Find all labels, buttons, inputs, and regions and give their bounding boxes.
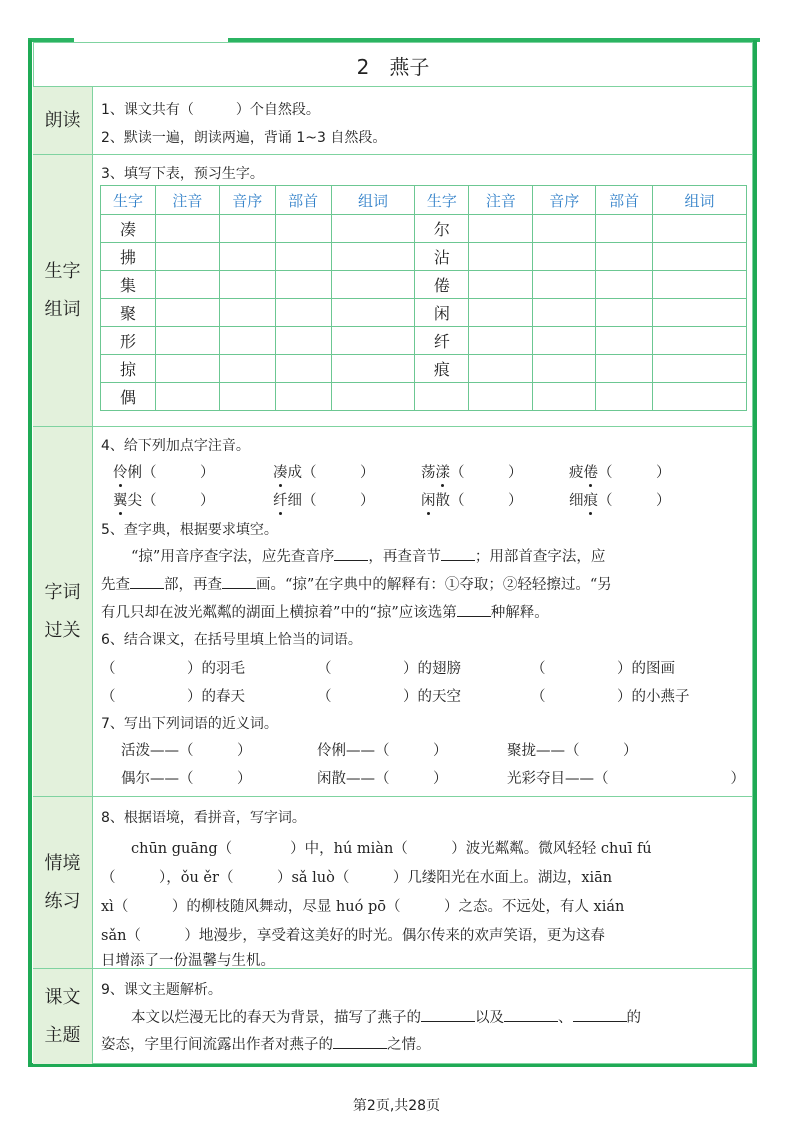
q5-text: 种解释。 [490, 605, 549, 621]
answer-cell[interactable] [469, 299, 533, 327]
dotted-character: 凑 [273, 461, 288, 482]
dotted-character: 闲 [421, 489, 436, 510]
open-paren[interactable]: （ [531, 689, 546, 705]
answer-cell[interactable] [469, 215, 533, 243]
q6-item [531, 685, 690, 706]
dotted-character: 倦 [584, 461, 599, 482]
q5-text: 画。“掠”在字典中的解释有：①夺取；②轻轻擦过。“另 [256, 577, 612, 593]
q8-line: chūn guāng（ ）中，hú miàn（ ）波光粼粼。微风轻轻 chuī fú [131, 841, 652, 857]
answer-cell[interactable] [653, 243, 747, 271]
q9-text: 、 [558, 1010, 573, 1026]
answer-cell[interactable] [596, 383, 653, 411]
label-text: 朗读 [44, 109, 81, 131]
column-header: 注音 [469, 186, 533, 215]
character-cell: 沾 [415, 243, 469, 271]
new-characters-table [100, 185, 747, 411]
answer-cell[interactable] [219, 327, 275, 355]
q6-item [317, 685, 461, 706]
character: 细 [569, 493, 584, 509]
answer-cell[interactable] [155, 299, 219, 327]
answer-parentheses[interactable]: （ ） [302, 493, 375, 509]
dotted-character: 翼 [113, 489, 128, 510]
answer-cell[interactable] [155, 243, 219, 271]
q9-line-1 [131, 1006, 641, 1027]
column-header: 部首 [596, 186, 653, 215]
table-row [101, 383, 747, 411]
close-paren: ） [730, 771, 745, 787]
answer-cell[interactable] [331, 327, 415, 355]
character-cell: 聚 [101, 299, 156, 327]
answer-parentheses[interactable]: （ ） [142, 493, 215, 509]
character: 荡 [421, 465, 436, 481]
answer-cell[interactable] [596, 327, 653, 355]
q6-text: ）的春天 [187, 689, 245, 705]
column-header: 组词 [331, 186, 415, 215]
q7-item[interactable]: 活泼——（ ） [121, 743, 252, 759]
answer-cell[interactable] [275, 215, 331, 243]
q9-text: 本文以烂漫无比的春天为背景，描写了燕子的 [131, 1010, 421, 1026]
q9-text: 的 [626, 1010, 641, 1026]
q7-item[interactable]: 伶俐——（ ） [317, 743, 448, 759]
answer-cell[interactable] [275, 299, 331, 327]
column-header: 注音 [155, 186, 219, 215]
answer-cell[interactable] [219, 355, 275, 383]
column-header: 生字 [101, 186, 156, 215]
fill-blank[interactable] [573, 1007, 627, 1023]
table-row [101, 327, 747, 355]
q4-item [273, 489, 375, 510]
character-cell: 掠 [101, 355, 156, 383]
character-cell: 闲 [415, 299, 469, 327]
answer-cell[interactable] [596, 215, 653, 243]
answer-cell[interactable] [653, 215, 747, 243]
section-zici [33, 426, 753, 796]
label-text: 过关 [44, 619, 81, 641]
question-5: 5、查字典，根据要求填空。 [101, 522, 278, 538]
answer-cell[interactable] [219, 243, 275, 271]
question-3: 3、填写下表，预习生字。 [101, 166, 264, 182]
label-text: 情境 [44, 852, 81, 874]
dotted-character: 漾 [436, 461, 451, 482]
label-text: 字词 [44, 581, 81, 603]
answer-cell[interactable] [469, 383, 533, 411]
q6-item [101, 657, 245, 678]
open-paren[interactable]: （ [531, 661, 546, 677]
fill-blank[interactable] [457, 602, 491, 618]
fill-blank[interactable] [421, 1007, 475, 1023]
question-2: 2、默读一遍，朗读两遍，背诵 1~3 自然段。 [101, 130, 387, 146]
answer-cell[interactable] [653, 383, 747, 411]
section-zhuti [33, 968, 753, 1064]
q5-line-1 [131, 545, 605, 566]
answer-cell[interactable] [155, 383, 219, 411]
answer-cell[interactable] [469, 271, 533, 299]
answer-cell[interactable] [469, 355, 533, 383]
dotted-character: 纤 [273, 489, 288, 510]
q7-item[interactable]: 光彩夺目——（ [507, 771, 609, 787]
q8-line: （ ），ǒu ěr（ ）sǎ luò（ ）几缕阳光在水面上。湖边，xiān [101, 870, 613, 886]
answer-cell[interactable] [219, 271, 275, 299]
label-text: 组词 [44, 298, 81, 320]
answer-cell[interactable] [653, 355, 747, 383]
question-7: 7、写出下列词语的近义词。 [101, 716, 278, 732]
answer-parentheses[interactable]: （ ） [598, 493, 671, 509]
q6-text: ）的羽毛 [187, 661, 245, 677]
answer-cell[interactable] [533, 383, 596, 411]
question-6: 6、结合课文，在括号里填上恰当的词语。 [101, 632, 362, 648]
q7-item[interactable]: 偶尔——（ ） [121, 771, 252, 787]
character-cell: 偶 [101, 383, 156, 411]
answer-cell[interactable] [331, 243, 415, 271]
table-row [101, 243, 747, 271]
q5-text: “掠”用音序查字法，应先查音序 [131, 549, 335, 565]
answer-cell[interactable] [469, 243, 533, 271]
column-header: 组词 [653, 186, 747, 215]
q5-text: 部，再查 [164, 577, 222, 593]
open-paren[interactable]: （ [101, 689, 116, 705]
table-row [101, 299, 747, 327]
q8-line: 日增添了一份温馨与生机。 [101, 953, 275, 969]
answer-cell[interactable] [653, 271, 747, 299]
q7-item[interactable]: 闲散——（ ） [317, 771, 448, 787]
character: 俐 [127, 465, 142, 481]
answer-cell[interactable] [533, 215, 596, 243]
answer-cell[interactable] [596, 355, 653, 383]
answer-cell[interactable] [533, 299, 596, 327]
character: 散 [435, 493, 450, 509]
q5-line-3 [101, 601, 549, 622]
q8-line: sǎn（ ）地漫步，享受着这美好的时光。偶尔传来的欢声笑语，更为这春 [101, 928, 605, 944]
answer-parentheses[interactable]: （ ） [450, 493, 523, 509]
answer-cell[interactable] [155, 327, 219, 355]
column-header: 音序 [533, 186, 596, 215]
q7-item[interactable]: 聚拢——（ ） [507, 743, 638, 759]
answer-cell[interactable] [219, 383, 275, 411]
answer-cell[interactable] [469, 327, 533, 355]
open-paren[interactable]: （ [101, 661, 116, 677]
q4-item [113, 489, 215, 510]
lesson-title: 2 燕子 [356, 55, 430, 79]
character-cell [415, 383, 469, 411]
answer-cell[interactable] [155, 355, 219, 383]
q9-text: 姿态，字里行间流露出作者对燕子的 [101, 1037, 333, 1053]
table-row [101, 271, 747, 299]
q8-line: xì（ ）的柳枝随风舞动，尽显 huó pō（ ）之态。不远处，有人 xián [101, 899, 625, 915]
answer-cell[interactable] [219, 215, 275, 243]
q4-item [113, 461, 215, 482]
character: 尖 [127, 493, 142, 509]
answer-cell[interactable] [155, 215, 219, 243]
q6-text: ）的天空 [403, 689, 461, 705]
answer-cell[interactable] [219, 299, 275, 327]
character-cell: 凑 [101, 215, 156, 243]
question-9: 9、课文主题解析。 [101, 982, 222, 998]
q5-text: ；用部首查字法，应 [474, 549, 606, 565]
q4-item [421, 489, 523, 510]
page-number: 第2页,共28页 [352, 1098, 441, 1114]
fill-blank[interactable] [333, 1034, 387, 1050]
open-paren[interactable]: （ [317, 661, 332, 677]
fill-blank[interactable] [130, 574, 164, 590]
question-4: 4、给下列加点字注音。 [101, 438, 250, 454]
answer-cell[interactable] [275, 383, 331, 411]
answer-cell[interactable] [596, 243, 653, 271]
q5-text: 有几只却在波光粼粼的湖面上横掠着”中的“掠”应该选第 [101, 605, 457, 621]
answer-cell[interactable] [275, 271, 331, 299]
character-cell: 尔 [415, 215, 469, 243]
section-label [33, 797, 93, 968]
character-cell: 集 [101, 271, 156, 299]
answer-cell[interactable] [596, 271, 653, 299]
answer-cell[interactable] [275, 243, 331, 271]
answer-cell[interactable] [653, 299, 747, 327]
q9-text: 以及 [475, 1010, 504, 1026]
character-cell: 拂 [101, 243, 156, 271]
answer-cell[interactable] [275, 355, 331, 383]
table-row [101, 215, 747, 243]
section-label [33, 427, 93, 796]
open-paren[interactable]: （ [317, 689, 332, 705]
answer-parentheses[interactable]: （ ） [142, 465, 215, 481]
column-header: 音序 [219, 186, 275, 215]
q5-text: ，再查音节 [368, 549, 441, 565]
q4-item [569, 489, 671, 510]
q6-item [317, 657, 461, 678]
answer-cell[interactable] [596, 299, 653, 327]
question-8: 8、根据语境，看拼音，写字词。 [101, 810, 306, 826]
fill-blank[interactable] [441, 546, 475, 562]
q4-item [569, 461, 671, 482]
fill-blank[interactable] [334, 546, 368, 562]
section-shengzi [33, 154, 753, 426]
answer-cell[interactable] [653, 327, 747, 355]
table-row [101, 355, 747, 383]
answer-parentheses[interactable]: （ ） [598, 465, 671, 481]
q6-text: ）的图画 [617, 661, 675, 677]
label-text: 生字 [44, 260, 81, 282]
q4-item [421, 461, 523, 482]
label-text: 主题 [44, 1024, 81, 1046]
dotted-character: 伶 [113, 461, 128, 482]
answer-cell[interactable] [331, 271, 415, 299]
character-cell: 形 [101, 327, 156, 355]
answer-cell[interactable] [331, 215, 415, 243]
answer-parentheses[interactable]: （ ） [302, 465, 375, 481]
answer-cell[interactable] [533, 271, 596, 299]
answer-cell[interactable] [331, 383, 415, 411]
column-header: 部首 [275, 186, 331, 215]
answer-cell[interactable] [275, 327, 331, 355]
q5-text: 先查 [101, 577, 130, 593]
q4-item [273, 461, 375, 482]
fill-blank[interactable] [222, 574, 256, 590]
q6-item [101, 685, 245, 706]
answer-cell[interactable] [533, 355, 596, 383]
character-cell: 倦 [415, 271, 469, 299]
q6-item [531, 657, 675, 678]
character: 细 [287, 493, 302, 509]
answer-cell[interactable] [155, 271, 219, 299]
fill-blank[interactable] [504, 1007, 558, 1023]
label-text: 课文 [44, 986, 81, 1008]
section-label [33, 87, 93, 154]
character-cell: 纤 [415, 327, 469, 355]
answer-cell[interactable] [331, 299, 415, 327]
character: 成 [287, 465, 302, 481]
character: 疲 [569, 465, 584, 481]
label-text: 练习 [44, 890, 81, 912]
question-1: 1、课文共有（ ）个自然段。 [101, 102, 320, 118]
q6-text: ）的小燕子 [617, 689, 690, 705]
q5-line-2 [101, 573, 612, 594]
q6-text: ）的翅膀 [403, 661, 461, 677]
dotted-character: 痕 [584, 489, 599, 510]
section-label [33, 155, 93, 426]
character-cell: 痕 [415, 355, 469, 383]
answer-cell[interactable] [533, 243, 596, 271]
answer-cell[interactable] [331, 355, 415, 383]
column-header: 生字 [415, 186, 469, 215]
section-langdu [33, 86, 753, 154]
answer-parentheses[interactable]: （ ） [450, 465, 523, 481]
section-qingjing [33, 796, 753, 968]
answer-cell[interactable] [533, 327, 596, 355]
section-label [33, 969, 93, 1064]
table-header-row [101, 186, 747, 215]
q9-text: 之情。 [387, 1037, 431, 1053]
q9-line-2 [101, 1033, 431, 1054]
